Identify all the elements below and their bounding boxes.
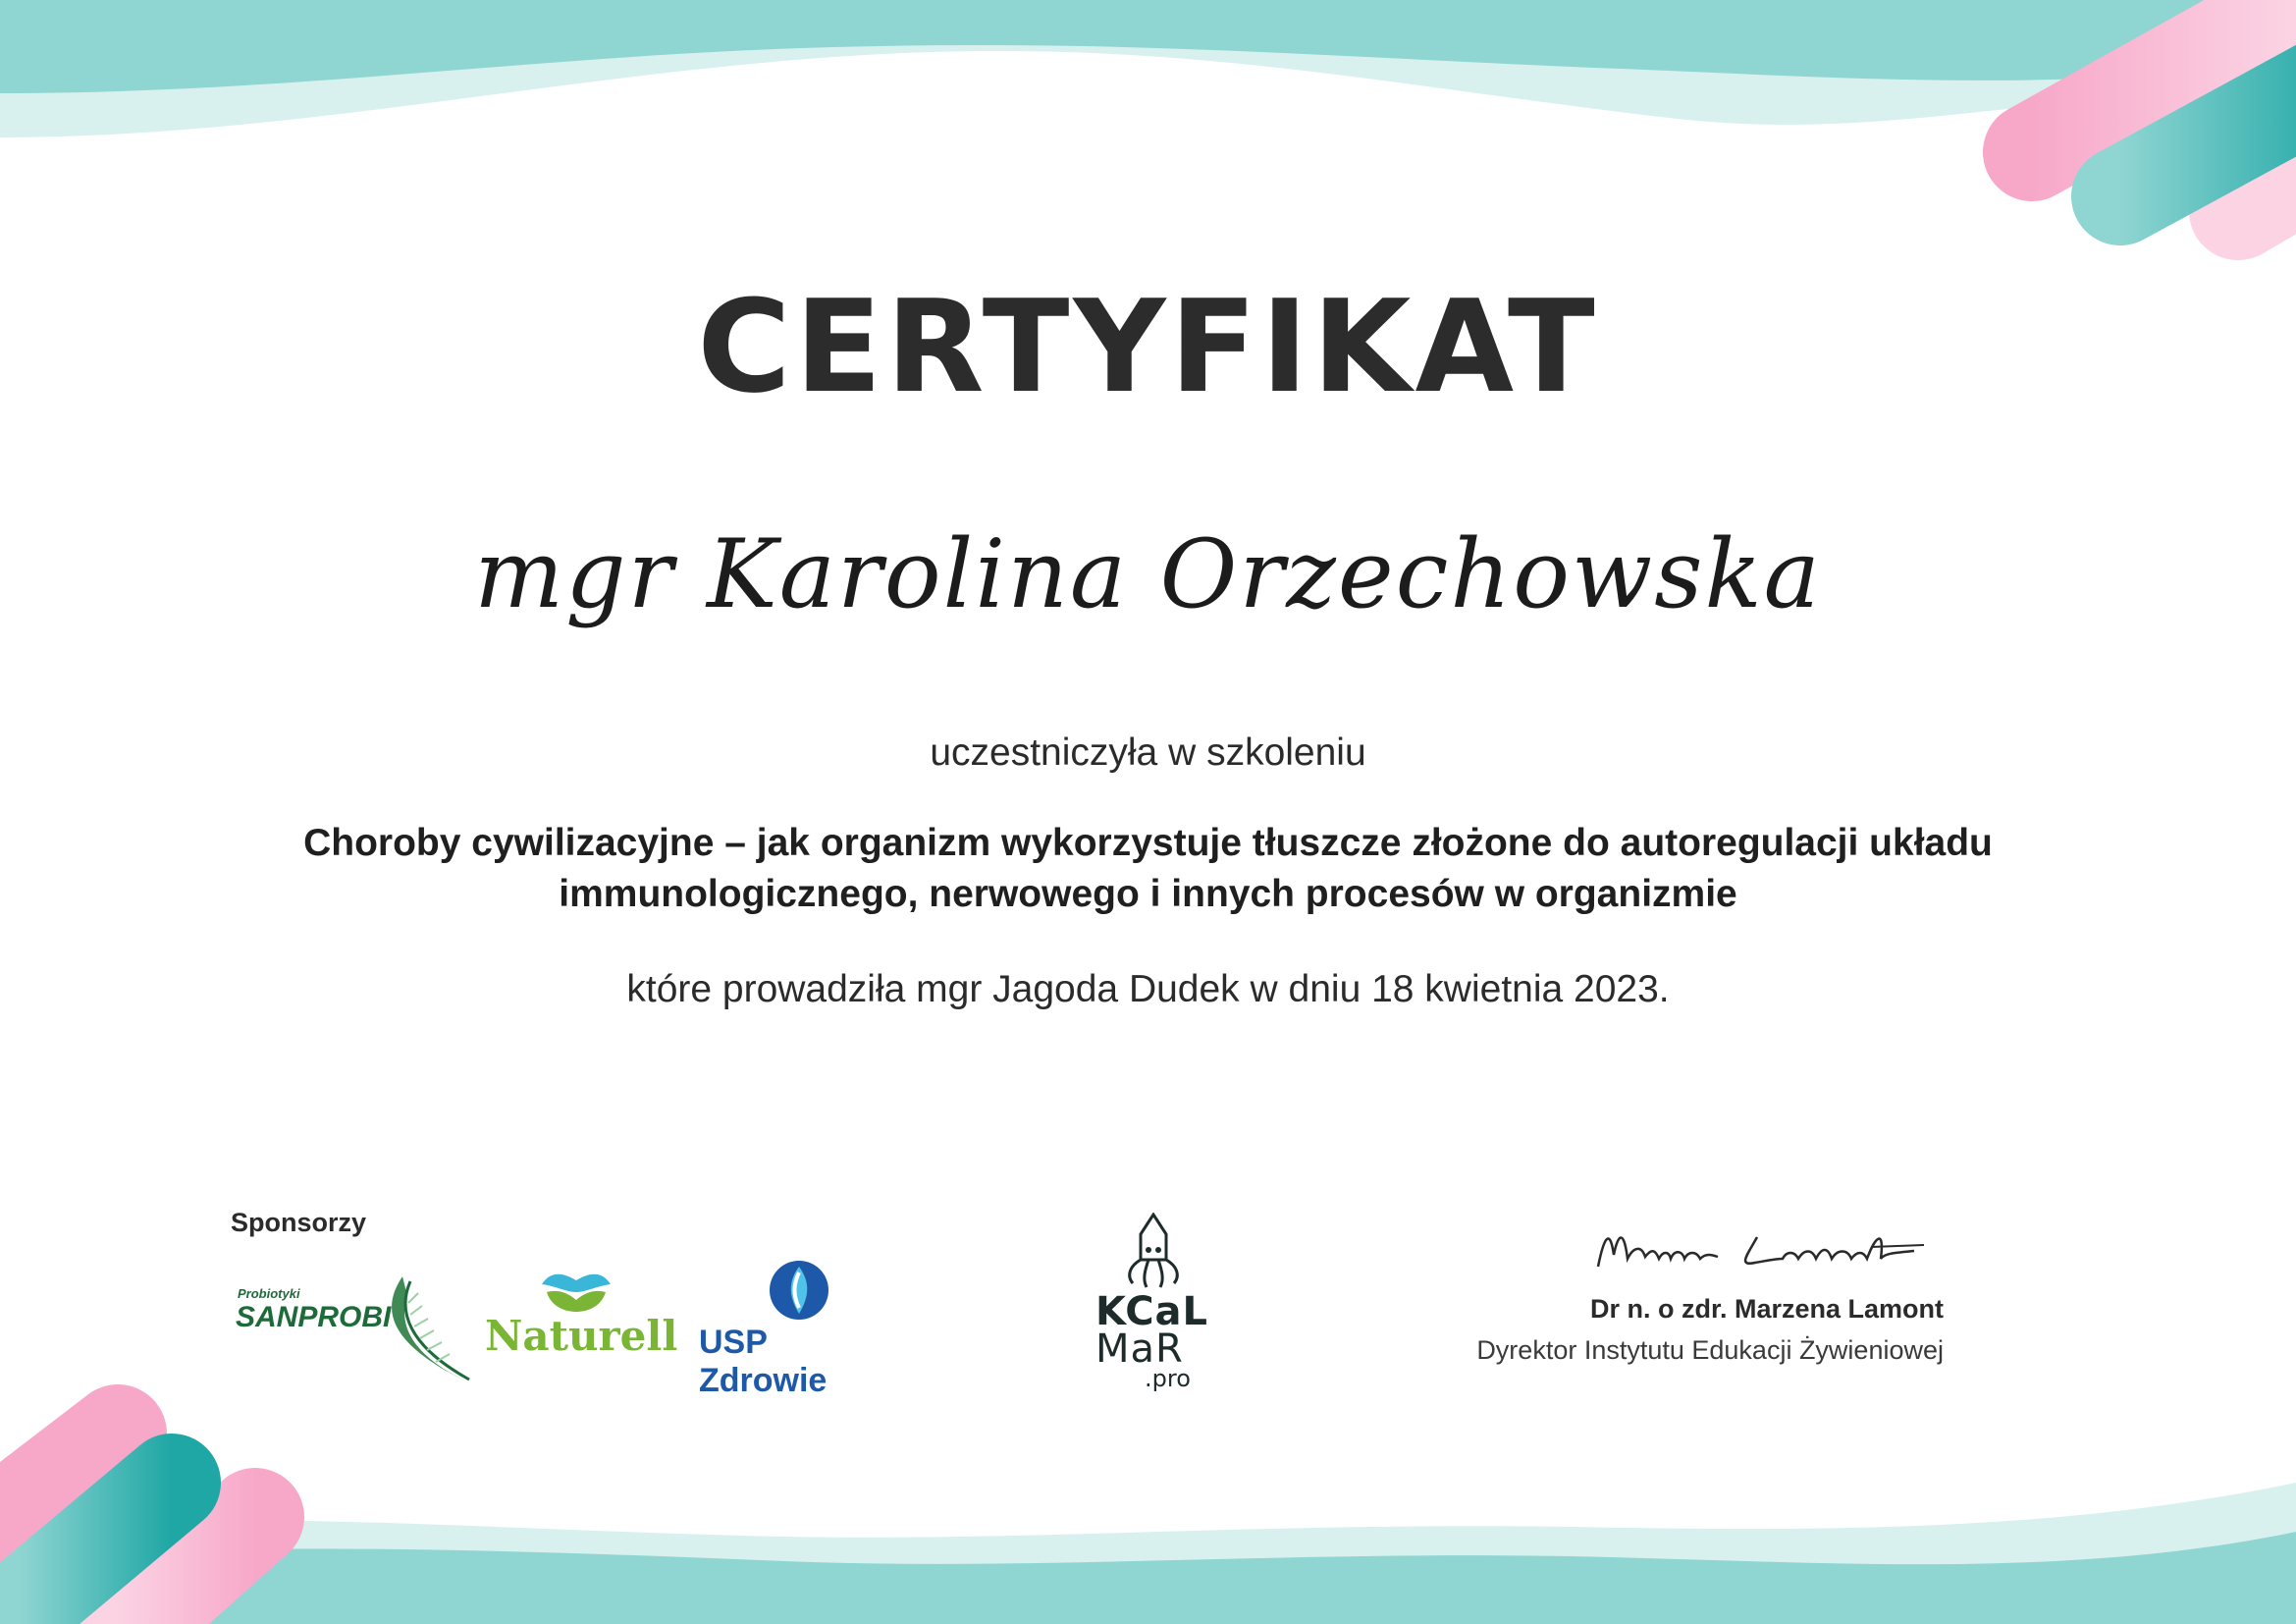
kcalmar-line-1: KCaL xyxy=(1095,1289,1209,1334)
handwritten-signature xyxy=(1590,1198,1944,1286)
signature-scribble xyxy=(1590,1198,1944,1286)
naturell-name: Naturell xyxy=(485,1312,678,1360)
signatory-name: Dr n. o zdr. Marzena Lamont xyxy=(1589,1294,1944,1324)
course-title-line-1: Choroby cywilizacyjne – jak organizm wykorzystuje tłuszcze złożone do autoregulacji układu xyxy=(303,822,1993,864)
usp-zdrowie-logo xyxy=(697,1259,903,1399)
sanprobi-name: SANPROBI xyxy=(236,1301,392,1333)
squid-icon xyxy=(1119,1213,1188,1291)
participation-text: uczestniczyła w szkoleniu xyxy=(930,731,1366,774)
naturell-logo xyxy=(483,1267,678,1365)
usp-drop-icon xyxy=(768,1259,830,1322)
kcalmar-line-3: .pro xyxy=(1145,1365,1191,1392)
usp-zdrowie-name: USP Zdrowie xyxy=(699,1324,828,1399)
sanprobi-logo xyxy=(236,1272,471,1384)
naturell-flower-icon xyxy=(537,1267,615,1316)
signatory-role: Dyrektor Instytutu Edukacji Żywieniowej xyxy=(1476,1335,1944,1365)
certificate-title: CERTYFIKAT xyxy=(697,272,1599,421)
trainer-date-text: które prowadziła mgr Jagoda Dudek w dniu 18 kwietnia 2023. xyxy=(626,968,1670,1010)
sanprobi-small-text: Probiotyki xyxy=(238,1286,300,1301)
kcalmar-line-2: MaR xyxy=(1095,1326,1184,1372)
sponsors-label: Sponsorzy xyxy=(231,1208,367,1237)
course-title-line-2: immunologicznego, nerwowego i innych procesów w organizmie xyxy=(559,873,1737,915)
recipient-name: mgr Karolina Orzechowska xyxy=(474,519,1822,629)
course-title xyxy=(147,818,2149,920)
kcalmar-logo xyxy=(1090,1213,1217,1399)
